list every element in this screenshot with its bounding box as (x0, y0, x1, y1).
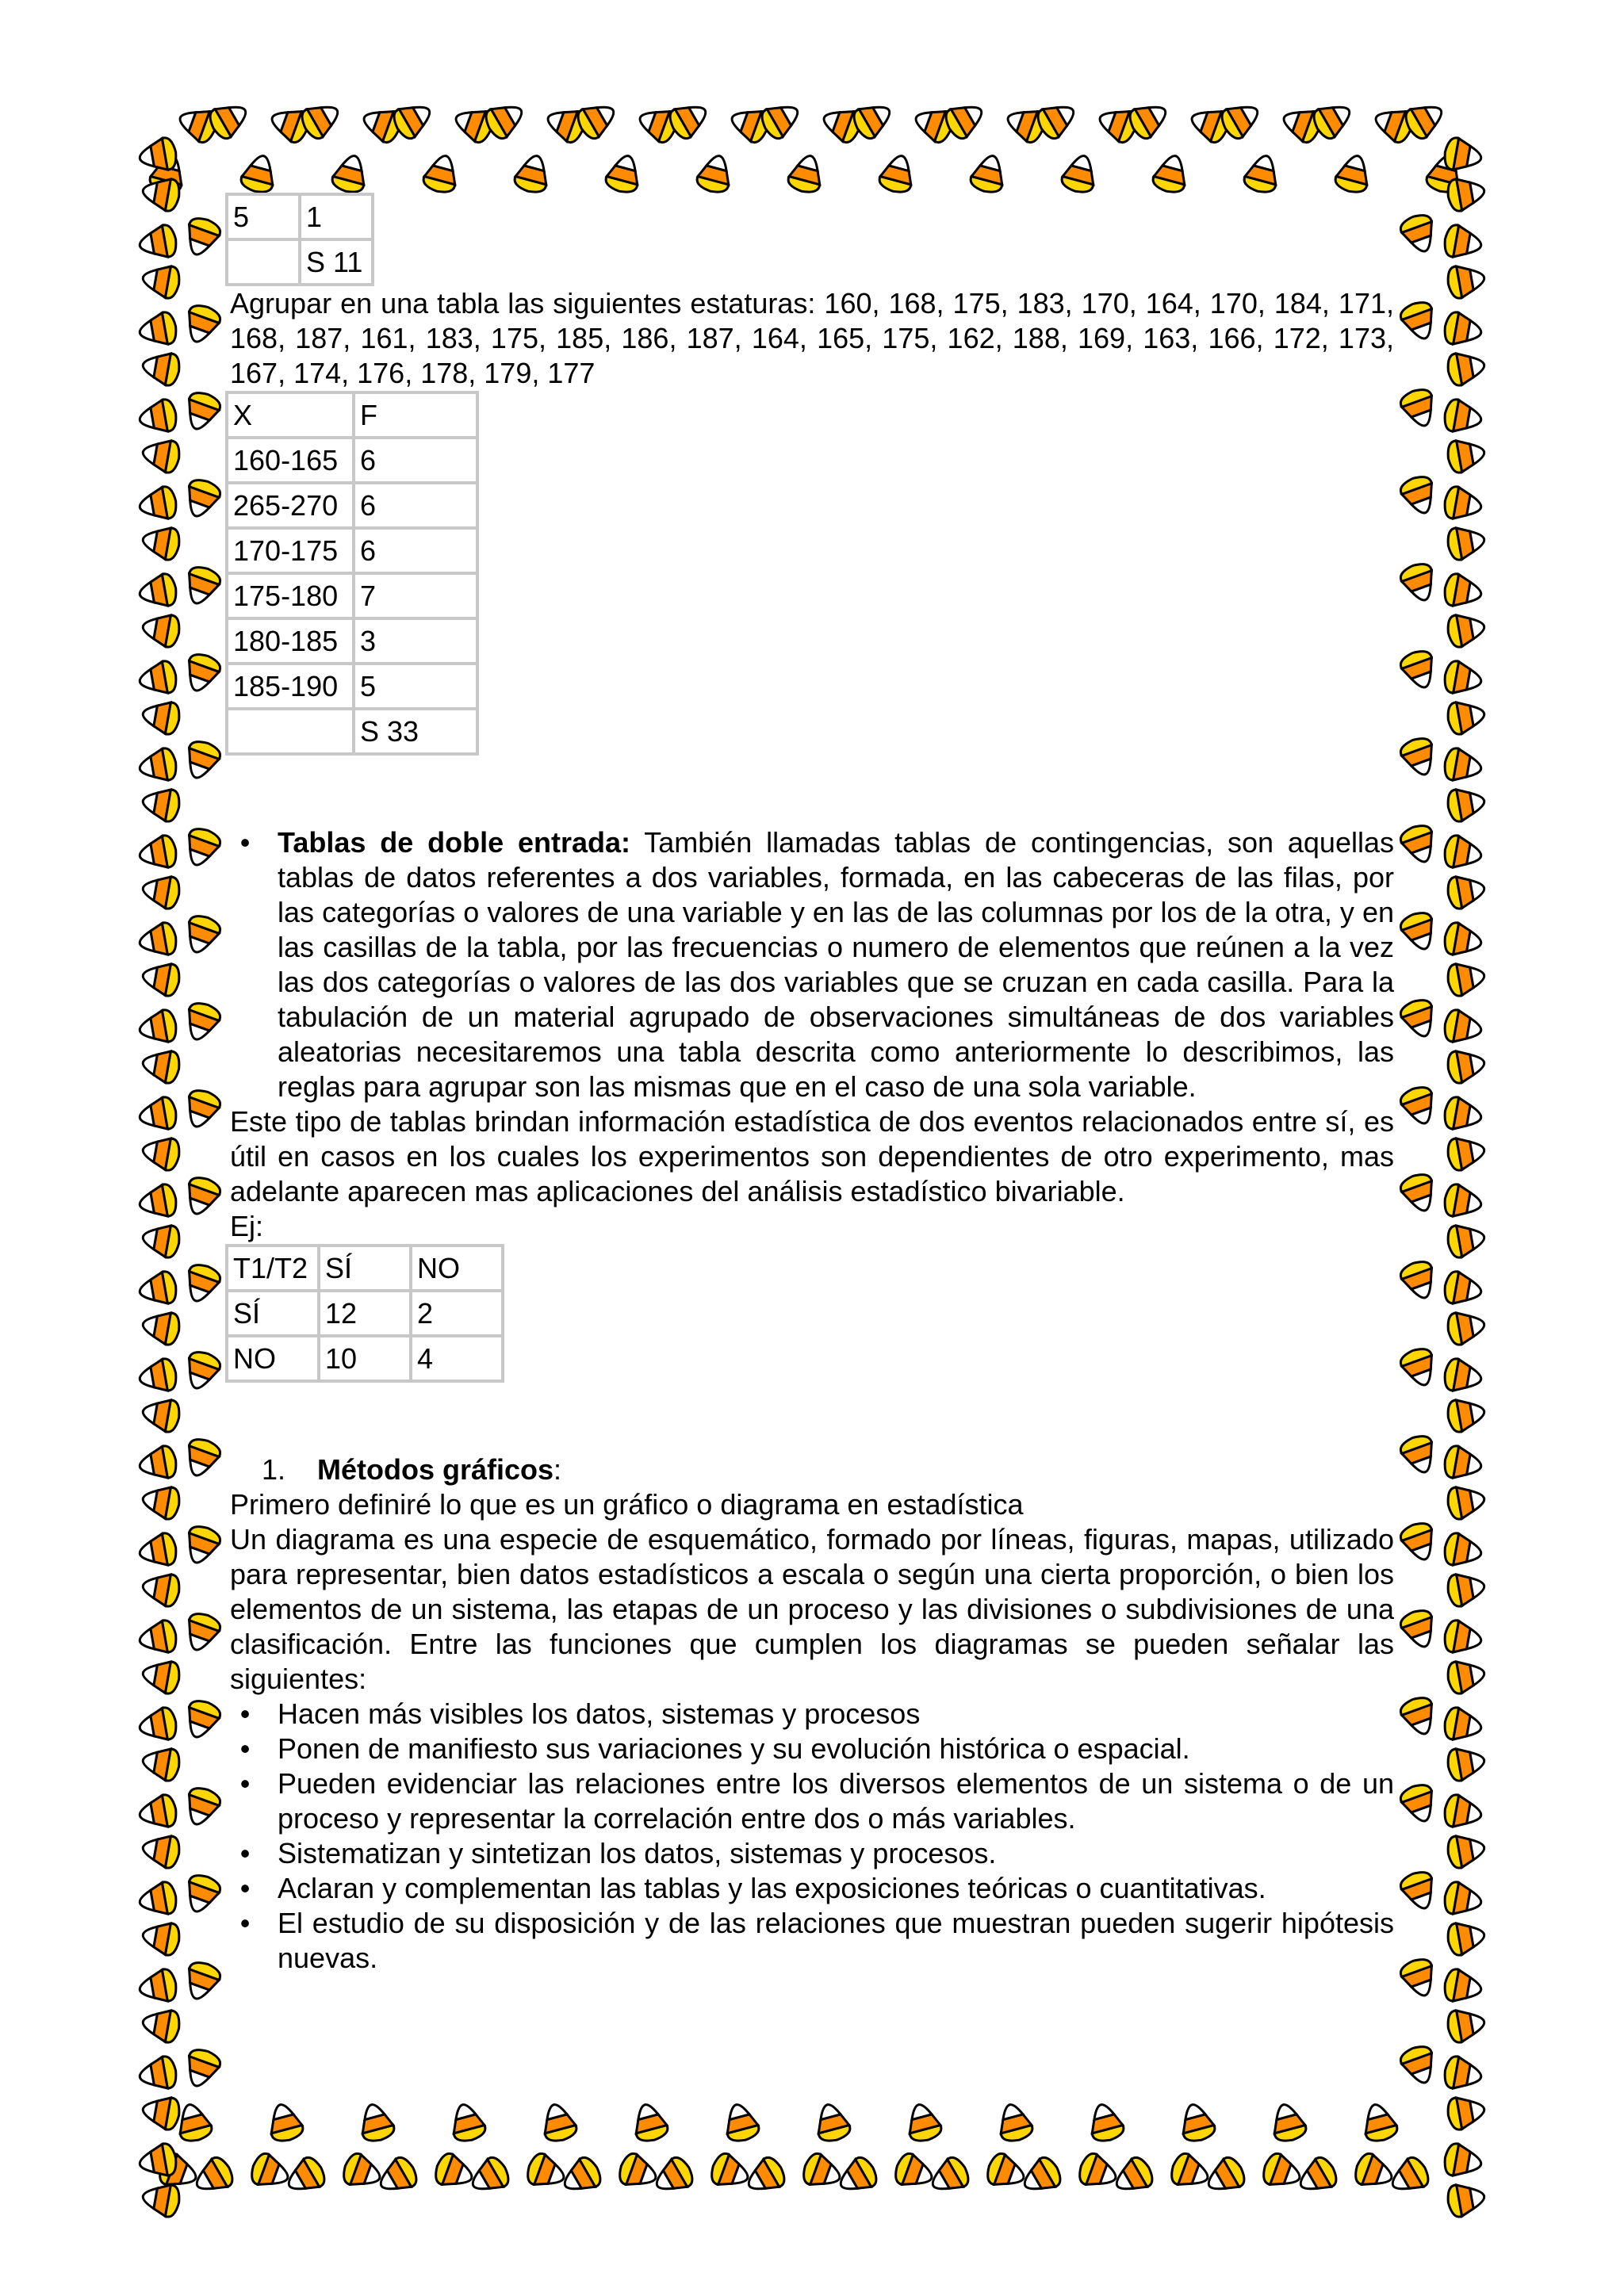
list-item (230, 1697, 1394, 1732)
candy-corn-icon (1442, 747, 1484, 785)
candy-corn-icon (140, 872, 182, 910)
table-cell: 4 (411, 1336, 503, 1381)
candy-corn-icon (1446, 872, 1487, 910)
candy-corn-icon (181, 302, 224, 347)
candy-corn-icon (1446, 1134, 1487, 1172)
table-cell: 175-180 (227, 573, 354, 618)
candy-corn-icon (181, 1000, 224, 1045)
candy-corn-icon (1398, 1694, 1441, 1739)
candy-corn-icon (140, 2006, 182, 2044)
table-cell: 5 (354, 664, 477, 709)
metodos-heading (230, 1452, 1394, 1487)
candy-corn-icon (140, 1134, 182, 1172)
candy-corn-icon (1398, 561, 1441, 606)
candy-corn-icon (1398, 1171, 1441, 1216)
candy-corn-icon (1398, 1433, 1441, 1478)
list-item-text: Ponen de manifiesto sus variaciones y su evolución histórica o espacial. (278, 1732, 1190, 1765)
metodos-colon: : (553, 1453, 562, 1486)
funciones-list (230, 1697, 1394, 1976)
candy-corn-icon (1446, 1657, 1487, 1695)
candy-corn-icon (1446, 523, 1487, 561)
table-row (227, 194, 373, 239)
candy-corn-icon (1446, 1308, 1487, 1346)
candy-corn-icon (892, 2151, 937, 2194)
ej-label: Ej: (230, 1210, 264, 1242)
candy-corn-icon (603, 152, 644, 196)
candy-corn-icon (137, 1445, 178, 1483)
table-row (227, 1336, 503, 1381)
table-cell (227, 709, 354, 754)
candy-corn-icon (181, 738, 224, 783)
candy-corn-icon (140, 959, 182, 997)
candy-corn-icon (1446, 2093, 1487, 2131)
candy-corn-icon (1442, 224, 1484, 262)
candy-corn-icon (984, 2151, 1029, 2194)
candy-corn-icon (140, 262, 182, 300)
candy-corn-icon (1442, 1357, 1484, 1395)
candy-corn-icon (1442, 1445, 1484, 1483)
candy-corn-icon (137, 1881, 178, 1919)
candy-corn-icon (181, 1697, 224, 1743)
table-heights (225, 391, 479, 756)
bullet-glyph: • (239, 826, 251, 859)
candy-corn-icon (1442, 485, 1484, 523)
candy-corn-icon (1446, 1831, 1487, 1869)
table-row (227, 1246, 503, 1291)
table-cell: 12 (319, 1291, 411, 1336)
candy-corn-icon (137, 398, 178, 436)
candy-corn-icon (1446, 1570, 1487, 1608)
candy-corn-icon (181, 1087, 224, 1132)
candy-corn-icon (137, 1096, 178, 1134)
list-item-text: Pueden evidenciar las relaciones entre los diversos elementos de un sistema o de un proceso y representar la correlación entre dos o más variables. (278, 1767, 1394, 1835)
candy-corn-icon (140, 1831, 182, 1869)
candy-corn-icon (812, 2101, 852, 2145)
candy-corn-icon (721, 2101, 761, 2145)
table-row (227, 392, 477, 438)
candy-corn-icon (1446, 1483, 1487, 1521)
table-row (227, 239, 373, 285)
candy-corn-icon (1398, 1084, 1441, 1129)
list-item-text: Sistematizan y sintetizan los datos, sistemas y procesos. (278, 1837, 997, 1869)
candy-corn-icon (340, 2151, 385, 2194)
candy-corn-icon (140, 1570, 182, 1608)
candy-corn-icon (1446, 698, 1487, 736)
table-cell: X (227, 392, 354, 438)
candy-corn-icon (1398, 909, 1441, 955)
list-item-text: Aclaran y complementan las tablas y las exposiciones teóricas o cuantitativas. (278, 1872, 1266, 1904)
list-item (230, 1906, 1394, 1976)
doble-entrada-title: Tablas de doble entrada: (278, 826, 631, 859)
candy-corn-icon (1352, 2151, 1397, 2194)
candy-corn-icon (140, 1483, 182, 1521)
candy-corn-icon (181, 1785, 224, 1830)
candy-corn-icon (1446, 436, 1487, 474)
candy-corn-icon (140, 1657, 182, 1695)
candy-corn-icon (1442, 1968, 1484, 2006)
table-row (227, 483, 477, 528)
table-cell: 180-185 (227, 618, 354, 664)
candy-corn-icon (181, 651, 224, 696)
candy-corn-icon (137, 921, 178, 959)
candy-corn-icon (1446, 610, 1487, 649)
table-cell: NO (227, 1336, 319, 1381)
candy-corn-icon (1442, 1793, 1484, 1831)
candy-corn-icon (695, 152, 735, 196)
table-cell: 265-270 (227, 483, 354, 528)
candy-corn-icon (137, 1706, 178, 1744)
candy-corn-icon (1177, 2101, 1217, 2145)
candy-corn-icon (140, 785, 182, 823)
candy-corn-icon (140, 1395, 182, 1433)
list-item (230, 1766, 1394, 1836)
candy-corn-icon (1398, 997, 1441, 1042)
candy-corn-icon (1446, 2180, 1487, 2218)
candy-corn-icon (1442, 1532, 1484, 1570)
candy-corn-icon (432, 2151, 477, 2194)
candy-corn-icon (1446, 1744, 1487, 1782)
candy-corn-icon (1059, 152, 1100, 196)
candy-corn-icon (137, 572, 178, 610)
candy-corn-icon (140, 698, 182, 736)
table-cell (227, 239, 300, 285)
candy-corn-icon (140, 523, 182, 561)
doble-entrada-list (230, 825, 1394, 1104)
candy-corn-icon (140, 436, 182, 474)
candy-corn-icon (512, 152, 553, 196)
candy-corn-icon (181, 215, 224, 260)
list-number: 1. (262, 1453, 286, 1486)
candy-corn-icon (630, 2101, 670, 2145)
table-cell: SÍ (227, 1291, 319, 1336)
candy-corn-icon (1446, 1395, 1487, 1433)
candy-corn-icon (616, 2151, 661, 2194)
table-row (227, 664, 477, 709)
table-cell: 185-190 (227, 664, 354, 709)
candy-corn-icon (137, 2142, 178, 2180)
candy-corn-icon (140, 349, 182, 387)
candy-corn-icon (1359, 2101, 1400, 2145)
candy-corn-icon (1446, 174, 1487, 212)
table-cell: 5 (227, 194, 300, 239)
candy-corn-icon (1442, 572, 1484, 610)
candy-corn-icon (181, 1261, 224, 1307)
candy-corn-icon (140, 610, 182, 649)
list-item-text: Hacen más visibles los datos, sistemas y procesos (278, 1697, 921, 1730)
candy-corn-icon (140, 2093, 182, 2131)
candy-corn-icon (140, 1221, 182, 1259)
candy-corn-icon (1398, 735, 1441, 780)
candy-corn-icon (447, 2101, 488, 2145)
candy-corn-icon (1442, 1096, 1484, 1134)
candy-corn-icon (1446, 262, 1487, 300)
table-cell: T1/T2 (227, 1246, 319, 1291)
candy-corn-icon (1446, 1047, 1487, 1085)
table-cell: F (354, 392, 477, 438)
este-tipo-paragraph: Este tipo de tablas brindan información estadística de dos eventos relacionados entre sí, es útil en casos en los cuales los experimentos son dependientes de otro experimento, mas adelante aparecen mas aplicaciones del análisis estadístico bivariable. (230, 1105, 1394, 1207)
candy-corn-icon (1442, 398, 1484, 436)
candy-corn-icon (181, 1349, 224, 1394)
primero-paragraph: Primero definiré lo que es un gráfico o diagrama en estadística (230, 1488, 1024, 1521)
candy-corn-icon (1442, 834, 1484, 872)
metodos-title: Métodos gráficos (317, 1453, 554, 1486)
candy-corn-icon (181, 2046, 224, 2091)
candy-corn-icon (181, 1959, 224, 2004)
candy-corn-icon (1442, 921, 1484, 959)
candy-corn-icon (248, 2151, 293, 2194)
candy-corn-icon (181, 825, 224, 871)
candy-corn-icon (140, 1919, 182, 1957)
candy-corn-icon (1446, 959, 1487, 997)
candy-corn-icon (1398, 473, 1441, 519)
bullet-glyph: • (239, 1872, 251, 1904)
table-cell: 10 (319, 1336, 411, 1381)
candy-corn-icon (1398, 1607, 1441, 1652)
candy-corn-icon (181, 1436, 224, 1481)
table-cell: 1 (300, 194, 373, 239)
table-row (227, 528, 477, 573)
candy-corn-icon (1442, 136, 1484, 174)
candy-corn-icon (786, 152, 826, 196)
list-item-text: El estudio de su disposición y de las relaciones que muestran pueden sugerir hipótesis nuevas. (278, 1907, 1394, 1974)
candy-corn-icon (903, 2101, 944, 2145)
table-cell: 6 (354, 483, 477, 528)
candy-corn-icon (1398, 822, 1441, 867)
candy-corn-icon (877, 152, 917, 196)
candy-corn-icon (137, 224, 178, 262)
candy-corn-icon (1442, 1183, 1484, 1221)
agrupar-paragraph: Agrupar en una tabla las siguientes estaturas: 160, 168, 175, 183, 170, 164, 170, 184, 171, 168, 187, 161, 183, 175, 185, 186, 187, 164, 165, 175, 162, 188, 169, 163, 166, 172, 173, 167, 174, 176, 178, 179, 177 (230, 287, 1394, 389)
candy-corn-icon (1442, 1881, 1484, 1919)
table-row (227, 709, 477, 754)
list-item (230, 1836, 1394, 1871)
candy-corn-icon (1442, 1706, 1484, 1744)
candy-corn-icon (140, 1047, 182, 1085)
candy-corn-icon (137, 2055, 178, 2093)
candy-corn-icon (1398, 212, 1441, 257)
candy-corn-icon (1076, 2151, 1121, 2194)
bullet-glyph: • (239, 1837, 251, 1869)
candy-corn-icon (1446, 349, 1487, 387)
table-top (225, 193, 374, 286)
list-item (230, 825, 1394, 1104)
candy-corn-icon (181, 1174, 224, 1219)
candy-corn-icon (1168, 2151, 1213, 2194)
candy-corn-icon (181, 389, 224, 434)
candy-corn-icon (1242, 152, 1282, 196)
candy-corn-icon (137, 1968, 178, 2006)
candy-corn-icon (524, 2151, 569, 2194)
candy-corn-icon (181, 476, 224, 522)
table-cell: 6 (354, 528, 477, 573)
candy-corn-icon (1398, 299, 1441, 344)
candy-corn-icon (1442, 660, 1484, 698)
table-row (227, 438, 477, 483)
candy-corn-icon (1446, 785, 1487, 823)
candy-corn-icon (181, 564, 224, 609)
candy-corn-icon (137, 1357, 178, 1395)
candy-corn-icon (137, 1619, 178, 1657)
bullet-glyph: • (239, 1767, 251, 1800)
bullet-glyph: • (239, 1907, 251, 1939)
table-cell: 170-175 (227, 528, 354, 573)
table-row (227, 618, 477, 664)
candy-corn-icon (1398, 648, 1441, 693)
bullet-glyph: • (239, 1697, 251, 1730)
candy-corn-icon (140, 1308, 182, 1346)
candy-corn-icon (1398, 1869, 1441, 1914)
table-cell: 3 (354, 618, 477, 664)
candy-corn-icon (1398, 386, 1441, 431)
candy-corn-icon (421, 152, 462, 196)
candy-corn-icon (137, 834, 178, 872)
candy-corn-icon (1260, 2151, 1305, 2194)
candy-corn-icon (1398, 1956, 1441, 2001)
table-row (227, 1291, 503, 1336)
table-cell: S 33 (354, 709, 477, 754)
candy-corn-icon (137, 311, 178, 349)
candy-corn-icon (1333, 152, 1373, 196)
candy-corn-icon (330, 152, 370, 196)
candy-corn-icon (137, 660, 178, 698)
table-cell: 2 (411, 1291, 503, 1336)
table-cell: S 11 (300, 239, 373, 285)
candy-corn-icon (1442, 1619, 1484, 1657)
doble-entrada-text: También llamadas tablas de contingencias, son aquellas tablas de datos referentes a dos variables, formada, en las cabeceras de las filas, por las categorías o valores de una variable y en las de las columnas por los de la otra, y en las casillas de la tabla, por las frecuencias o numero de elementos que reúnen a la vez las dos categorías o valores de las dos variables que se cruzan en cada casilla. Para la tabulación de un material agrupado de observaciones simultáneas de dos variables aleatorias necesitaremos una tabla descrita como anteriormente lo describimos, las reglas para agrupar son las mismas que en el caso de una sola variable. (278, 826, 1394, 1103)
candy-corn-icon (1442, 2142, 1484, 2180)
candy-corn-icon (1446, 1221, 1487, 1259)
candy-corn-icon (181, 1872, 224, 1917)
candy-corn-icon (1086, 2101, 1126, 2145)
table-row (227, 573, 477, 618)
candy-corn-icon (137, 747, 178, 785)
candy-corn-icon (1268, 2101, 1308, 2145)
candy-corn-icon (239, 152, 279, 196)
candy-corn-icon (800, 2151, 845, 2194)
candy-corn-icon (1398, 1781, 1441, 1827)
candy-corn-icon (1398, 1520, 1441, 1565)
candy-corn-icon (994, 2101, 1035, 2145)
table-cell: SÍ (319, 1246, 411, 1291)
candy-corn-icon (137, 1793, 178, 1831)
document-body (230, 193, 1394, 1976)
candy-corn-icon (1446, 2006, 1487, 2044)
candy-corn-icon (137, 1008, 178, 1047)
candy-corn-icon (181, 1523, 224, 1568)
candy-corn-icon (137, 1532, 178, 1570)
candy-corn-icon (538, 2101, 579, 2145)
bullet-glyph: • (239, 1732, 251, 1765)
candy-corn-icon (140, 2180, 182, 2218)
candy-corn-icon (1151, 152, 1191, 196)
candy-corn-icon (181, 1610, 224, 1655)
candy-corn-icon (181, 913, 224, 958)
candy-corn-icon (1442, 2055, 1484, 2093)
table-cell: NO (411, 1246, 503, 1291)
candy-corn-icon (140, 1744, 182, 1782)
diagrama-paragraph: Un diagrama es una especie de esquemático, formado por líneas, figuras, mapas, utilizado para representar, bien datos estadísticos a escala o según una cierta proporción, o bien los elementos de un sistema, las etapas de un proceso y las divisiones o subdivisiones de una clasificación. Entre las funciones que cumplen los diagramas se pueden señalar las siguientes: (230, 1523, 1394, 1695)
candy-corn-icon (137, 485, 178, 523)
table-cell: 7 (354, 573, 477, 618)
candy-corn-icon (708, 2151, 753, 2194)
candy-corn-icon (1398, 1345, 1441, 1391)
candy-corn-icon (1442, 1008, 1484, 1047)
candy-corn-icon (265, 2101, 305, 2145)
candy-corn-icon (1446, 1919, 1487, 1957)
candy-corn-icon (1442, 311, 1484, 349)
candy-corn-icon (1398, 2043, 1441, 2088)
list-item (230, 1871, 1394, 1906)
candy-corn-icon (1398, 1258, 1441, 1303)
table-cell: 160-165 (227, 438, 354, 483)
candy-corn-icon (137, 1270, 178, 1308)
list-item (230, 1732, 1394, 1766)
table-cell: 6 (354, 438, 477, 483)
table-contingency (225, 1244, 504, 1383)
candy-corn-icon (968, 152, 1009, 196)
candy-corn-icon (1442, 1270, 1484, 1308)
candy-corn-icon (137, 1183, 178, 1221)
candy-corn-icon (356, 2101, 396, 2145)
